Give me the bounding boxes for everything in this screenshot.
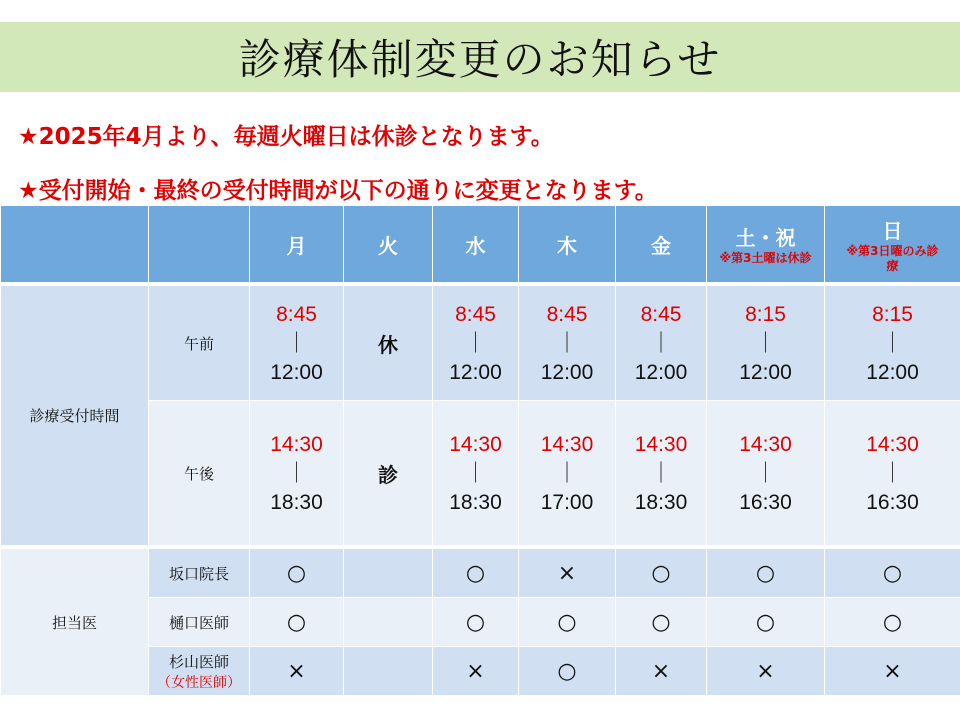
mark-cell: ○ xyxy=(707,549,825,598)
mark-cell: × xyxy=(519,549,616,598)
mark-cell: × xyxy=(707,647,825,696)
mark-cell: ○ xyxy=(707,598,825,647)
mark-cell: × xyxy=(433,647,519,696)
am-time-thu: 8:45 ｜ 12:00 xyxy=(519,286,616,401)
mark-cell: ○ xyxy=(433,598,519,647)
pm-time-mon: 14:30 ｜ 18:30 xyxy=(250,401,344,546)
doctors-label-cell: 担当医 xyxy=(1,549,149,696)
header-day-wed: 水 xyxy=(433,206,519,283)
doctor-name-cell: 杉山医師 （女性医師） xyxy=(149,647,250,696)
header-day-sun: 日 ※第3日曜のみ診療 xyxy=(825,206,960,283)
header-blank-cell xyxy=(1,206,149,283)
doctor-name-cell: 坂口院長 xyxy=(149,549,250,598)
pm-time-sat: 14:30 ｜ 16:30 xyxy=(707,401,825,546)
notice-reception-hours-change: ★受付開始・最終の受付時間が以下の通りに変更となります。 xyxy=(18,178,658,204)
am-time-fri: 8:45 ｜ 12:00 xyxy=(616,286,707,401)
page-title: 診療体制変更のお知らせ xyxy=(238,35,722,84)
am-time-sun: 8:15 ｜ 12:00 xyxy=(825,286,960,401)
sun-note: ※第3日曜のみ診療 xyxy=(846,243,939,273)
pm-time-fri: 14:30 ｜ 18:30 xyxy=(616,401,707,546)
schedule-table xyxy=(0,205,960,696)
mark-cell: ○ xyxy=(825,598,960,647)
sat-note: ※第3土曜は休診 xyxy=(719,251,812,265)
pm-time-wed: 14:30 ｜ 18:30 xyxy=(433,401,519,546)
mark-cell: × xyxy=(825,647,960,696)
header-day-thu: 木 xyxy=(519,206,616,283)
hours-label-cell: 診療受付時間 xyxy=(1,286,149,546)
doctor-row xyxy=(1,549,960,598)
notice-tuesday-closed: ★2025年4月より、毎週火曜日は休診となります。 xyxy=(18,124,554,150)
header-blank-cell xyxy=(149,206,250,283)
mark-cell: ○ xyxy=(250,549,344,598)
mark-cell xyxy=(344,598,433,647)
mark-cell: ○ xyxy=(433,549,519,598)
header-day-sat-holiday: 土・祝 ※第3土曜は休診 xyxy=(707,206,825,283)
tue-closed-pm: 診 xyxy=(344,401,433,546)
mark-cell: ○ xyxy=(616,598,707,647)
mark-cell: ○ xyxy=(519,598,616,647)
mark-cell: ○ xyxy=(250,598,344,647)
mark-cell xyxy=(344,549,433,598)
tue-closed-am: 休 xyxy=(344,286,433,401)
am-time-wed: 8:45 ｜ 12:00 xyxy=(433,286,519,401)
am-time-mon: 8:45 ｜ 12:00 xyxy=(250,286,344,401)
header-row xyxy=(1,206,960,283)
header-day-tue: 火 xyxy=(344,206,433,283)
mark-cell: ○ xyxy=(825,549,960,598)
mark-cell: ○ xyxy=(616,549,707,598)
doctor-name-cell: 樋口医師 xyxy=(149,598,250,647)
pm-time-thu: 14:30 ｜ 17:00 xyxy=(519,401,616,546)
header-day-mon: 月 xyxy=(250,206,344,283)
mark-cell xyxy=(344,647,433,696)
pm-label-cell: 午後 xyxy=(149,401,250,546)
am-row xyxy=(1,286,960,401)
header-day-fri: 金 xyxy=(616,206,707,283)
mark-cell: ○ xyxy=(519,647,616,696)
am-time-sat: 8:15 ｜ 12:00 xyxy=(707,286,825,401)
am-label-cell: 午前 xyxy=(149,286,250,401)
mark-cell: × xyxy=(616,647,707,696)
title-banner xyxy=(0,22,960,92)
pm-time-sun: 14:30 ｜ 16:30 xyxy=(825,401,960,546)
doctor-note: （女性医師） xyxy=(157,674,241,691)
mark-cell: × xyxy=(250,647,344,696)
